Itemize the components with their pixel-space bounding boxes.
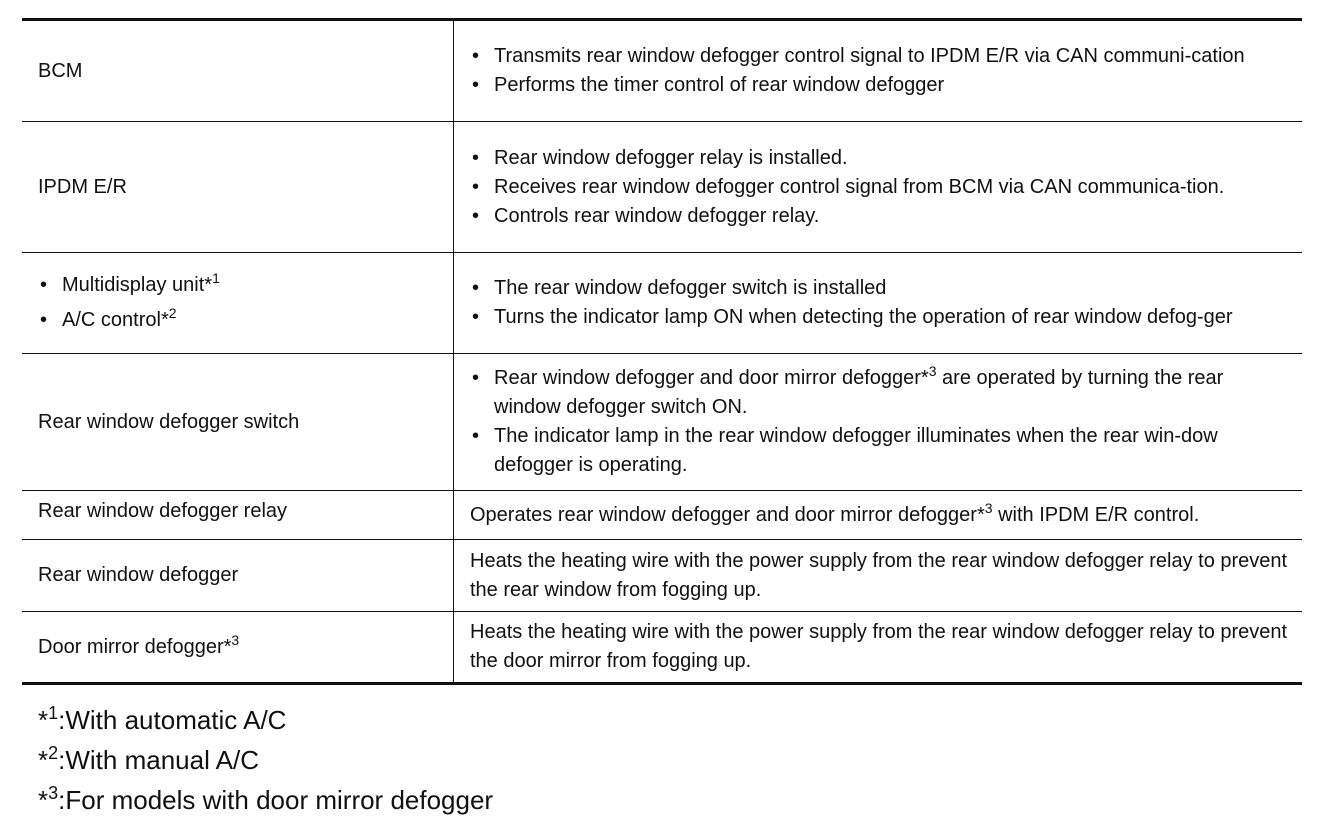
footnote-ref: 3	[928, 363, 937, 379]
component-name: Door mirror defogger*$^3$	[38, 631, 240, 658]
component-cell	[22, 540, 454, 612]
component-list	[38, 268, 445, 338]
table-row-defogger	[22, 540, 1302, 612]
function-list	[470, 144, 1294, 231]
function-list	[470, 274, 1294, 332]
component-name: BCM	[38, 59, 83, 82]
table-row-bcm	[22, 20, 1302, 122]
function-list	[470, 364, 1294, 480]
footnote: *$^3$:For models with door mirror defogger	[38, 783, 494, 815]
function-item: • Controls rear window defogger relay.	[470, 202, 1294, 231]
footnote: *$^2$:With manual A/C	[38, 743, 259, 775]
component-item: • Multidisplay unit*$^1$	[38, 268, 445, 303]
footnotes	[38, 700, 493, 820]
function-cell	[454, 20, 1303, 122]
function-cell	[454, 612, 1303, 684]
function-text: Operates rear window defogger and door mirror defogger*$^3$ with IPDM E/R control.	[470, 500, 1200, 526]
function-text: Heats the heating wire with the power supply from the rear window defogger relay to prevent the rear window from fogging up.	[470, 549, 1288, 601]
function-text: Heats the heating wire with the power supply from the rear window defogger relay to prevent the door mirror from fogging up.	[470, 621, 1288, 672]
footnote-ref: 3	[984, 500, 993, 516]
component-cell	[22, 491, 454, 540]
function-cell	[454, 253, 1303, 354]
component-item: • A/C control*$^2$	[38, 303, 445, 338]
function-item: • Transmits rear window defogger control signal to IPDM E/R via CAN communi-cation	[470, 42, 1294, 71]
component-cell	[22, 122, 454, 253]
footnote-ref: 1	[212, 270, 220, 286]
function-item: • The rear window defogger switch is installed	[470, 274, 1294, 303]
component-cell	[22, 253, 454, 354]
function-cell	[454, 540, 1303, 612]
footnote: *$^1$:With automatic A/C	[38, 703, 287, 735]
component-cell	[22, 612, 454, 684]
component-name: Rear window defogger switch	[38, 410, 300, 433]
table-row-multidisplay	[22, 253, 1302, 354]
component-name: IPDM E/R	[38, 175, 127, 198]
table-row-relay	[22, 491, 1302, 540]
table-row-mirror	[22, 612, 1302, 684]
footnote-ref: 2	[168, 305, 177, 321]
component-function-table	[22, 18, 1302, 685]
function-list	[470, 42, 1294, 100]
function-cell	[454, 491, 1303, 540]
function-item: • Turns the indicator lamp ON when detecting the operation of rear window defog-ger	[470, 303, 1294, 332]
component-name: Rear window defogger relay	[38, 500, 288, 522]
component-cell	[22, 354, 454, 491]
component-cell	[22, 20, 454, 122]
table-row-switch	[22, 354, 1302, 491]
component-name: Rear window defogger	[38, 564, 239, 586]
function-item: • Performs the timer control of rear window defogger	[470, 71, 1294, 100]
function-cell	[454, 354, 1303, 491]
table-row-ipdm	[22, 122, 1302, 253]
function-item: • Rear window defogger and door mirror defogger*$^3$ are operated by turning the rear window defogger switch ON.	[470, 364, 1294, 422]
function-item: • Receives rear window defogger control signal from BCM via CAN communica-tion.	[470, 173, 1294, 202]
function-cell	[454, 122, 1303, 253]
footnote-ref: 3	[231, 631, 240, 648]
function-item: • The indicator lamp in the rear window defogger illuminates when the rear win-dow defogger is operating.	[470, 422, 1294, 480]
function-item: • Rear window defogger relay is installed.	[470, 144, 1294, 173]
